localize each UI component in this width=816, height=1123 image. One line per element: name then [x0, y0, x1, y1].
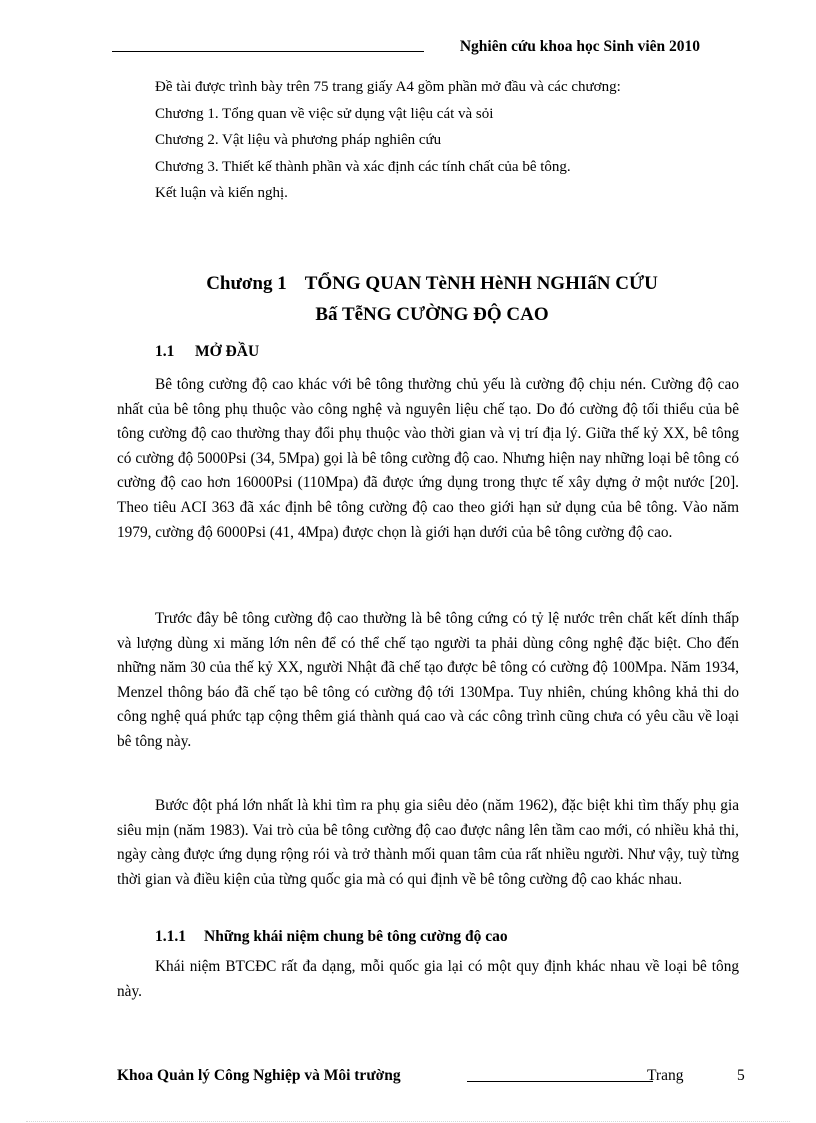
- paragraph: Khái niệm BTCĐC rất đa dạng, mỗi quốc gia lại có một quy định khác nhau về loại bê tông này.: [117, 958, 739, 1000]
- header-rule: [112, 51, 424, 52]
- chapter-title-line-2: Bấ TễNG CƯỜNG ĐỘ CAO: [315, 304, 549, 325]
- page-bottom-border: [26, 1121, 790, 1122]
- footer-department: Khoa Quản lý Công Nghiệp và Môi trường: [117, 1067, 401, 1084]
- intro-line: Chương 1. Tổng quan về việc sử dụng vật liệu cát và sỏi: [155, 105, 494, 122]
- page-footer: [117, 1067, 747, 1087]
- section-number: 1.1: [155, 343, 175, 360]
- subsection-title: Những khái niệm chung bê tông cường độ cao: [204, 928, 508, 945]
- section-title: MỞ ĐẦU: [195, 343, 260, 360]
- intro-list: [155, 74, 715, 207]
- chapter-title: TỔNG QUAN TèNH HèNH NGHIấN CỨU: [304, 273, 658, 294]
- header-title: Nghiên cứu khoa học Sinh viên 2010: [459, 38, 700, 55]
- subsection-number: 1.1.1: [155, 928, 186, 945]
- chapter-title-line-1: [112, 268, 752, 299]
- footer-page-number: 5: [737, 1067, 745, 1084]
- chapter-heading: [112, 268, 752, 330]
- chapter-number: Chương 1: [206, 273, 287, 294]
- intro-line: Chương 3. Thiết kế thành phần và xác định các tính chất của bê tông.: [155, 158, 571, 175]
- paragraph: Bê tông cường độ cao khác với bê tông thường chủ yếu là cường độ chịu nén. Cường độ cao nhất của bê tông phụ thuộc vào công nghệ và nguyên liệu chế tạo. Do đó cường độ tối thiểu của bê tông cường độ cao thường thay đổi phụ thuộc vào thời gian và vị trí địa lý. Giữa thế kỷ XX, bê tông có cường độ 5000Psi (34, 5Mpa) gọi là bê tông cường độ cao. Nhưng hiện nay những loại bê tông có cường độ cao hơn 16000Psi (110Mpa) đã được ứng dụng trong thực tế xây dựng ở một nước [20]. Theo tiêu ACI 363 đã xác định bê tông cường độ cao theo giới hạn sử dụng của bê tông. Vào năm 1979, cường độ 6000Psi (41, 4Mpa) được chọn là giới hạn dưới của bê tông cường độ cao.: [117, 376, 739, 541]
- section-heading: [155, 343, 259, 361]
- footer-page-label: Trang: [647, 1067, 684, 1084]
- intro-line: Kết luận và kiến nghị.: [155, 185, 288, 201]
- paragraph: Bước đột phá lớn nhất là khi tìm ra phụ gia siêu dẻo (năm 1962), đặc biệt khi tìm thấy phụ gia siêu mịn (năm 1983). Vai trò của bê tông cường độ cao được nâng lên tầm cao mới, có nhiều khả thi, ngày càng được ứng dụng rộng rói và trở thành mối quan tâm của rất nhiều người. Như vậy, tuỳ từng thời gian và điều kiện của từng quốc gia mà có qui định về bê tông cường độ cao khác nhau.: [117, 797, 739, 888]
- paragraph: Trước đây bê tông cường độ cao thường là bê tông cứng có tỷ lệ nước trên chất kết dính thấp và lượng dùng xi măng lớn nên để có thể chế tạo người ta phải dùng công nghệ đặc biệt. Cho đến những năm 30 của thế kỷ XX, người Nhật đã chế tạo được bê tông có cường độ 100Mpa. Năm 1934, Menzel thông báo đã chế tạo bê tông có cường độ tới 130Mpa. Tuy nhiên, chúng không khả thi do công nghệ quá phức tạp cộng thêm giá thành quá cao và các công trình cũng chưa có yêu cầu về loại bê tông này.: [117, 610, 739, 750]
- footer-rule: [467, 1081, 653, 1082]
- intro-line: Đề tài được trình bày trên 75 trang giấy A4 gồm phần mở đầu và các chương:: [155, 79, 621, 95]
- intro-line: Chương 2. Vật liệu và phương pháp nghiên cứu: [155, 132, 442, 148]
- subsection-heading: [155, 928, 508, 946]
- page-header: [112, 38, 700, 58]
